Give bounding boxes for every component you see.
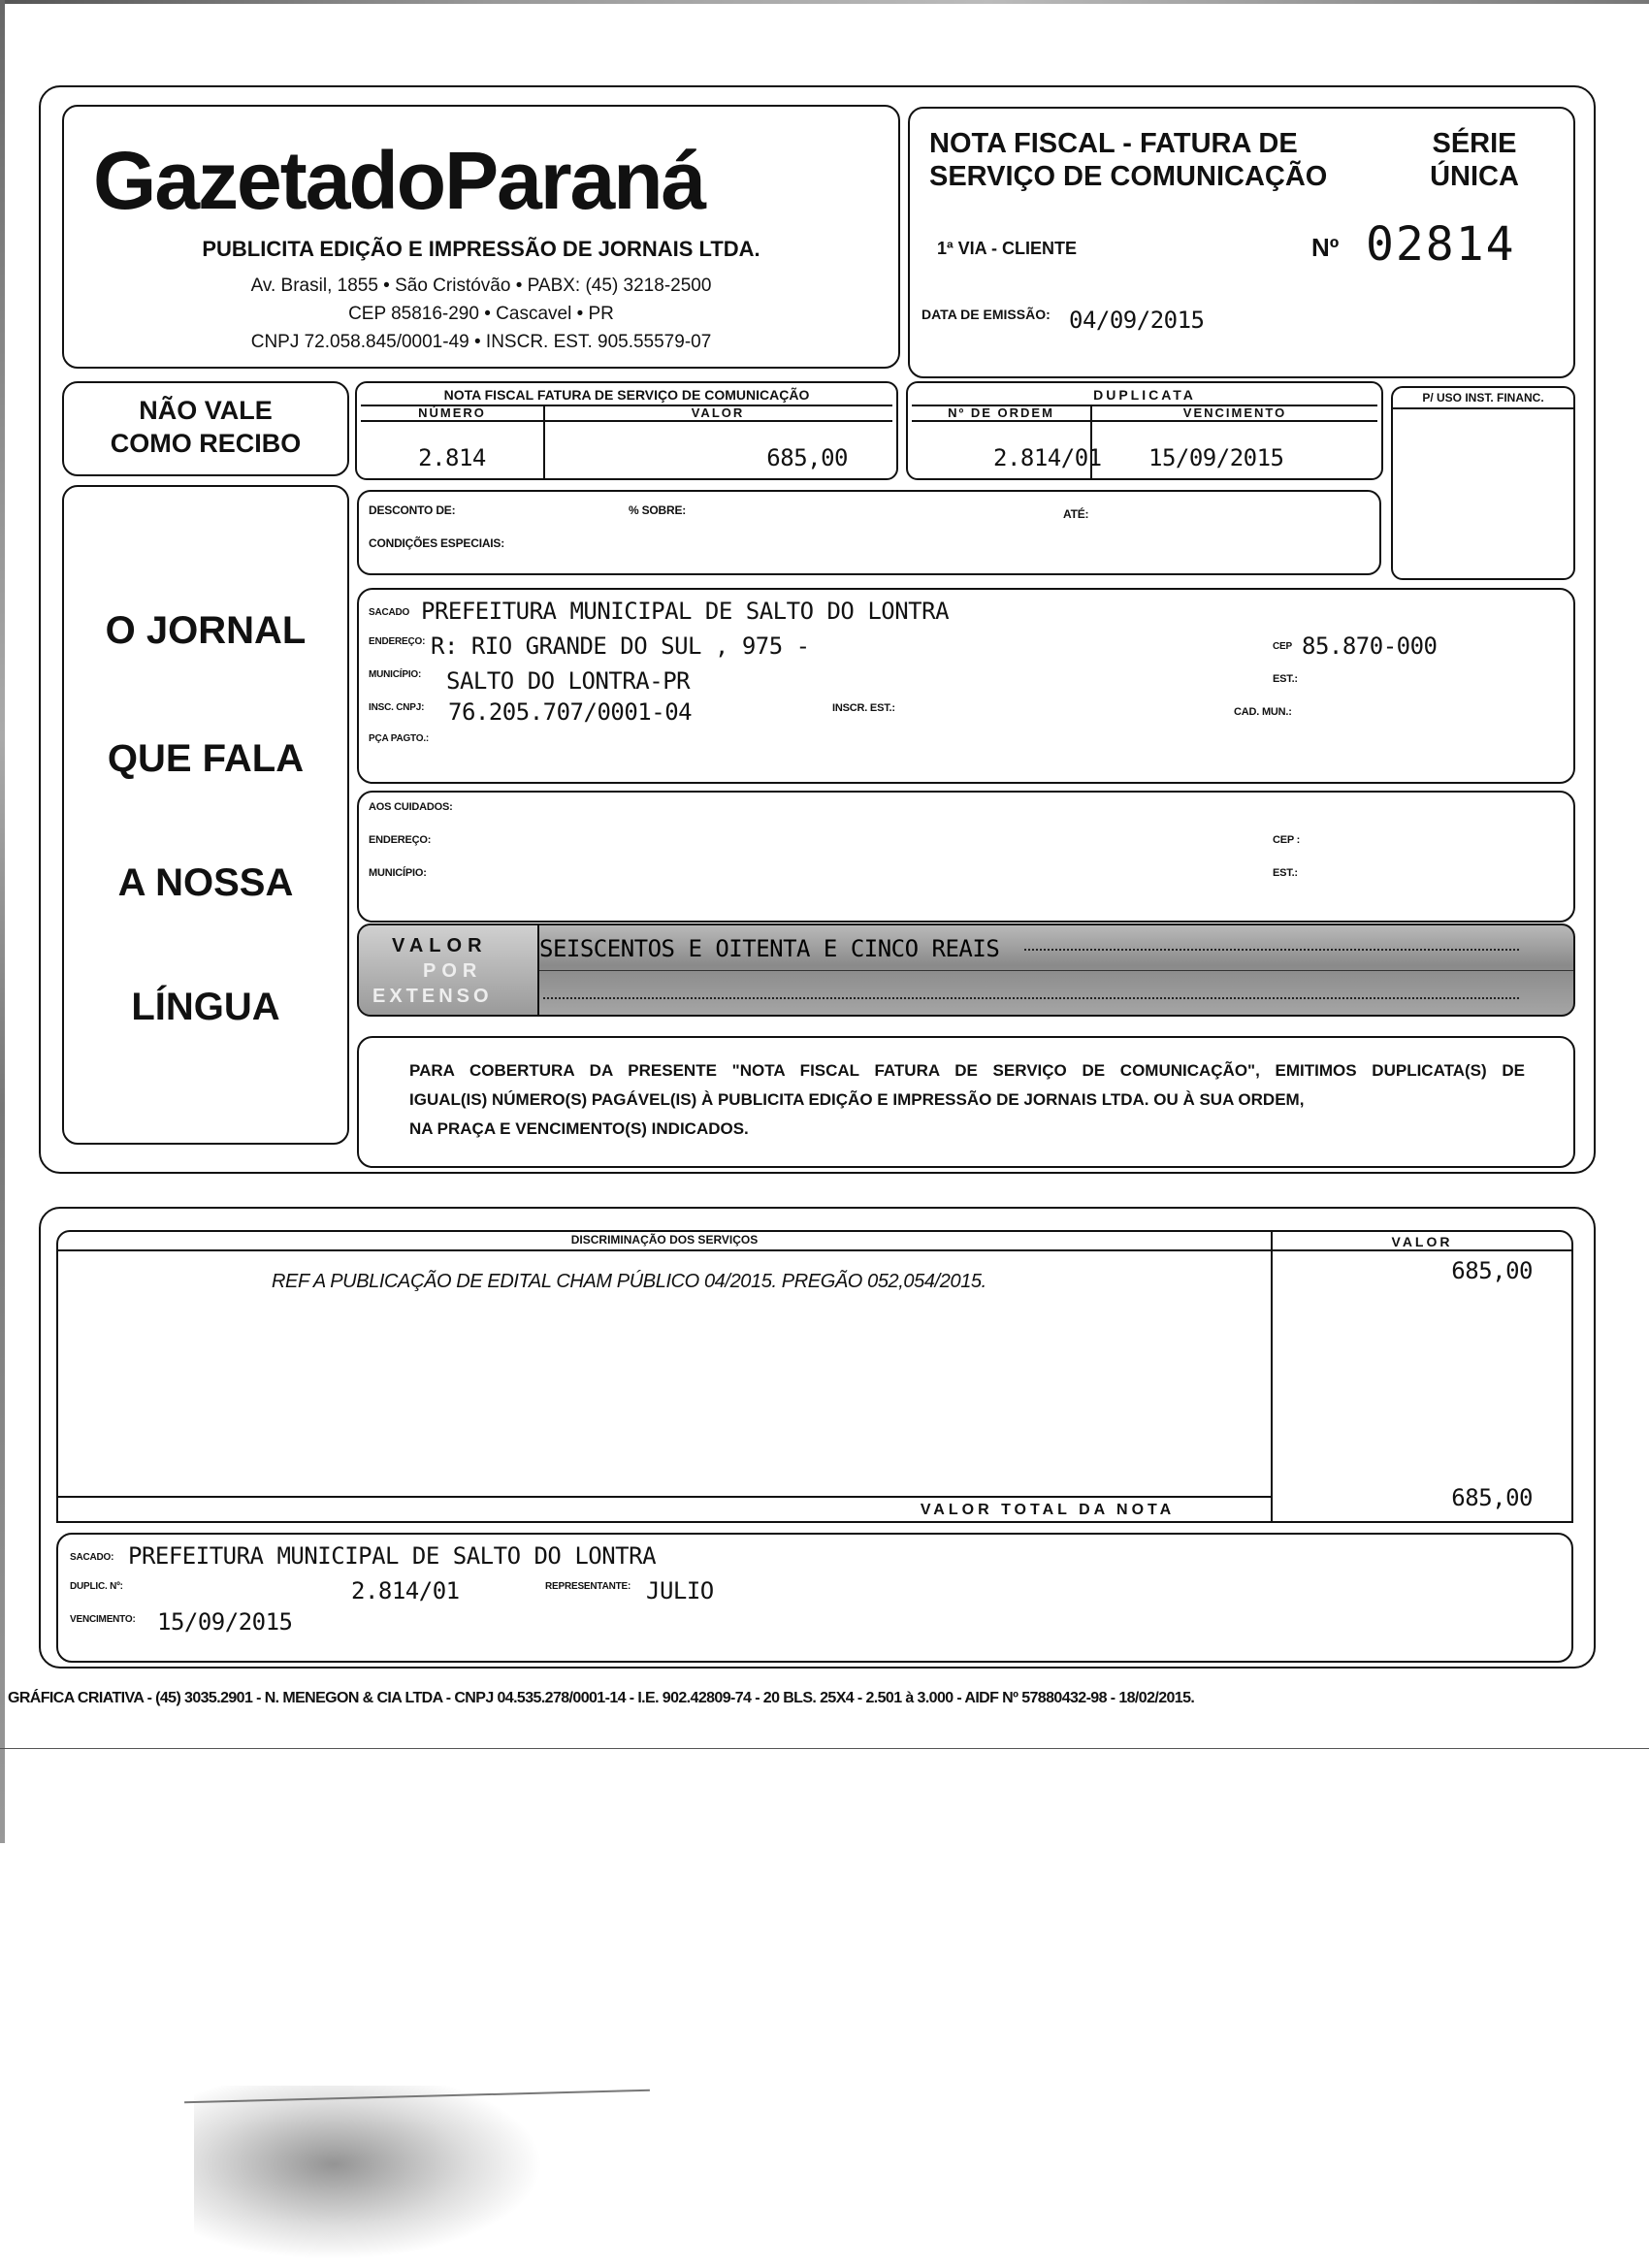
company-cnpj: CNPJ 72.058.845/0001-49 • INSCR. EST. 905.55579-07	[250, 332, 712, 352]
cuidados-municipio-label: MUNICÍPIO:	[369, 867, 427, 879]
slogan-1: O JORNAL	[105, 609, 307, 652]
service-item: REF A PUBLICAÇÃO DE EDITAL CHAM PÚBLICO 04/2015. PREGÃO 052,054/2015.	[272, 1271, 986, 1292]
duplicata-venc-label: VENCIMENTO	[1182, 405, 1287, 420]
slogan-4: LÍNGUA	[131, 986, 280, 1028]
nota-box-valor: 685,00	[766, 444, 848, 471]
serie-1: SÉRIE	[1432, 128, 1517, 159]
cobertura-line-3: NA PRAÇA E VENCIMENTO(S) INDICADOS.	[409, 1119, 749, 1138]
inscr-label: INSCR. EST.:	[832, 702, 895, 714]
nao-vale-1: NÃO VALE	[139, 396, 273, 425]
extenso-rule	[539, 970, 1573, 971]
scan-edge-top	[0, 0, 1649, 4]
extenso-label-2: POR	[423, 960, 483, 982]
uso-inst-label: P/ USO INST. FINANC.	[1422, 391, 1544, 405]
recibo-sacado: PREFEITURA MUNICIPAL DE SALTO DO LONTRA	[128, 1542, 657, 1570]
duplicata-ordem-label: Nº DE ORDEM	[948, 405, 1054, 420]
recibo-repr: JULIO	[646, 1577, 714, 1604]
nota-box-title: NOTA FISCAL FATURA DE SERVIÇO DE COMUNICAÇÃO	[443, 387, 810, 403]
est-label: EST.:	[1273, 673, 1298, 685]
extenso-fill-2	[543, 997, 1519, 1005]
cnpj-value: 76.205.707/0001-04	[448, 698, 693, 726]
duplicata-venc: 15/09/2015	[1148, 444, 1284, 471]
fold-line	[0, 1748, 1649, 1749]
slogan-box	[62, 485, 349, 1145]
endereco-value: R: RIO GRANDE DO SUL , 975 -	[431, 632, 810, 660]
cep-label: CEP	[1273, 641, 1292, 652]
duplicata-title: DUPLICATA	[1093, 387, 1196, 403]
recibo-venc: 15/09/2015	[157, 1608, 293, 1636]
duplicata-rule-2	[912, 420, 1377, 422]
cnpj-label: INSC. CNPJ:	[369, 702, 425, 713]
sacado-value: PREFEITURA MUNICIPAL DE SALTO DO LONTRA	[421, 598, 950, 625]
recibo-duplic: 2.814/01	[351, 1577, 460, 1604]
total-rule	[58, 1496, 1271, 1498]
extenso-label-1: VALOR	[392, 935, 488, 956]
uso-inst-rule	[1393, 407, 1573, 409]
company-name: PUBLICITA EDIÇÃO E IMPRESSÃO DE JORNAIS LTDA.	[202, 237, 760, 261]
emissao-label: DATA DE EMISSÃO:	[922, 307, 1051, 322]
extenso-label-3: EXTENSO	[372, 986, 493, 1007]
nota-box-numero: 2.814	[418, 444, 486, 471]
desconto-label: DESCONTO DE:	[369, 503, 456, 517]
recibo-duplic-label: DUPLIC. Nº:	[70, 1581, 123, 1592]
sacado-label: SACADO	[369, 607, 410, 618]
servicos-valor-label: VALOR	[1391, 1234, 1453, 1249]
nota-box-valor-label: VALOR	[691, 405, 745, 420]
service-item-valor: 685,00	[1451, 1257, 1533, 1284]
municipio-label: MUNICÍPIO:	[369, 669, 422, 680]
serie-2: ÚNICA	[1430, 161, 1519, 192]
total-label: VALOR TOTAL DA NOTA	[920, 1502, 1176, 1518]
recibo-repr-label: REPRESENTANTE:	[545, 1581, 631, 1592]
total-value: 685,00	[1451, 1484, 1533, 1511]
praca-label: PÇA PAGTO.:	[369, 733, 430, 744]
company-cep: CEP 85816-290 • Cascavel • PR	[348, 304, 614, 324]
cobertura-line-1: PARA COBERTURA DA PRESENTE "NOTA FISCAL FATURA DE SERVIÇO DE COMUNICAÇÃO", EMITIMOS DUPLICATA(S) DE	[409, 1061, 1525, 1080]
numero-label: Nº	[1311, 233, 1340, 262]
condicoes-label: CONDIÇÕES ESPECIAIS:	[369, 536, 505, 550]
logo: GazetadoParaná	[93, 135, 705, 226]
slogan-3: A NOSSA	[117, 861, 294, 904]
nota-box-rule-2	[361, 420, 892, 422]
nota-numero: 02814	[1366, 217, 1516, 272]
ink-smudge	[194, 2086, 543, 2260]
uso-inst-box	[1391, 386, 1575, 580]
company-address: Av. Brasil, 1855 • São Cristóvão • PABX: (45) 3218-2500	[250, 275, 712, 296]
desconto-box	[357, 490, 1381, 575]
cuidados-endereco-label: ENDEREÇO:	[369, 834, 432, 846]
nota-title-1: NOTA FISCAL - FATURA DE	[929, 128, 1298, 159]
cobertura-line-2: IGUAL(IS) NÚMERO(S) PAGÁVEL(IS) À PUBLICITA EDIÇÃO E IMPRESSÃO DE JORNAIS LTDA. OU À SUA ORDEM,	[409, 1090, 1305, 1109]
nota-box-numero-label: NÚMERO	[418, 405, 486, 420]
grafica-footer: GRÁFICA CRIATIVA - (45) 3035.2901 - N. MENEGON & CIA LTDA - CNPJ 04.535.278/0001-14 - I.E. 902.42809-74 - 20 BLS. 25X4 - 2.501 à 3.000 - AIDF Nº 57880432-98 - 18/02/2015.	[8, 1690, 1195, 1706]
disc-label: DISCRIMINAÇÃO DOS SERVIÇOS	[570, 1233, 759, 1247]
aos-cuidados-label: AOS CUIDADOS:	[369, 801, 453, 813]
recibo-sacado-label: SACADO:	[70, 1552, 114, 1563]
endereco-label: ENDEREÇO:	[369, 636, 426, 647]
cuidados-box	[357, 791, 1575, 923]
sobre-label: % SOBRE:	[629, 503, 687, 517]
scan-edge-left	[0, 0, 5, 1843]
municipio-value: SALTO DO LONTRA-PR	[446, 667, 691, 695]
cuidados-cep-label: CEP :	[1273, 834, 1301, 846]
nota-title-2: SERVIÇO DE COMUNICAÇÃO	[929, 161, 1328, 192]
nao-vale-2: COMO RECIBO	[110, 429, 302, 458]
duplicata-ordem: 2.814/01	[993, 444, 1102, 471]
ate-label: ATÉ:	[1063, 507, 1089, 521]
via-label: 1ª VIA - CLIENTE	[937, 239, 1078, 258]
extenso-value: SEISCENTOS E OITENTA E CINCO REAIS	[539, 935, 1000, 962]
cuidados-est-label: EST.:	[1273, 867, 1298, 879]
emissao-value: 04/09/2015	[1069, 307, 1205, 334]
cad-mun-label: CAD. MUN.:	[1234, 706, 1292, 718]
services-header-rule	[58, 1249, 1571, 1251]
recibo-venc-label: VENCIMENTO:	[70, 1614, 136, 1625]
slogan-2: QUE FALA	[107, 737, 305, 780]
cep-value: 85.870-000	[1302, 632, 1438, 660]
extenso-fill-1	[1024, 949, 1519, 956]
